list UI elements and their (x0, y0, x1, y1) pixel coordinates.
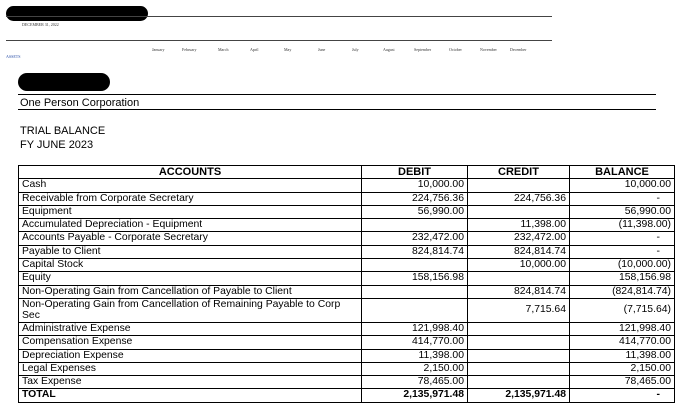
table-row (19, 272, 675, 285)
report-title: TRIAL BALANCE (20, 125, 106, 137)
debit-cell: 158,156.98 (362, 272, 468, 285)
account-cell: Legal Expenses (19, 362, 362, 375)
debit-cell: 11,398.00 (362, 349, 468, 362)
month-label: February (182, 47, 197, 52)
account-cell: Receivable from Corporate Secretary (19, 192, 362, 205)
header-accounts: ACCOUNTS (19, 166, 362, 179)
balance-cell: - (570, 232, 675, 245)
table-row (19, 349, 675, 362)
credit-cell (468, 376, 570, 389)
credit-cell: 824,814.74 (468, 285, 570, 298)
total-debit: 2,135,971.48 (362, 389, 468, 402)
account-cell: Capital Stock (19, 259, 362, 272)
balance-cell: 78,465.00 (570, 376, 675, 389)
table-row (19, 336, 675, 349)
credit-cell: 11,398.00 (468, 219, 570, 232)
account-cell: Compensation Expense (19, 336, 362, 349)
debit-cell (362, 219, 468, 232)
credit-cell (468, 349, 570, 362)
credit-cell: 232,472.00 (468, 232, 570, 245)
account-cell: Cash (19, 179, 362, 192)
account-cell: Accumulated Depreciation - Equipment (19, 219, 362, 232)
balance-cell: (824,814.74) (570, 285, 675, 298)
balance-cell: (7,715.64) (570, 298, 675, 322)
account-cell: Accounts Payable - Corporate Secretary (19, 232, 362, 245)
table-row (19, 192, 675, 205)
debit-cell: 10,000.00 (362, 179, 468, 192)
table-row (19, 376, 675, 389)
header-balance: BALANCE (570, 166, 675, 179)
company-rule-bottom (18, 109, 656, 110)
redacted-header-name (6, 6, 148, 21)
balance-cell: (11,398.00) (570, 219, 675, 232)
debit-cell: 414,770.00 (362, 336, 468, 349)
report-date-line: DECEMBER 31, 2022 (22, 22, 59, 27)
month-label: March (218, 47, 229, 52)
account-cell: Equity (19, 272, 362, 285)
balance-cell: 414,770.00 (570, 336, 675, 349)
debit-cell: 56,990.00 (362, 205, 468, 218)
credit-cell (468, 205, 570, 218)
table-row (19, 219, 675, 232)
total-row (19, 389, 675, 402)
account-cell: Administrative Expense (19, 322, 362, 335)
debit-cell: 78,465.00 (362, 376, 468, 389)
account-cell: Depreciation Expense (19, 349, 362, 362)
table-row (19, 245, 675, 258)
month-label: January (152, 47, 165, 52)
redacted-company-logo (18, 73, 110, 91)
debit-cell (362, 285, 468, 298)
balance-cell: - (570, 192, 675, 205)
debit-cell: 824,814.74 (362, 245, 468, 258)
trial-balance-table (18, 165, 675, 403)
balance-cell: 11,398.00 (570, 349, 675, 362)
debit-cell: 2,150.00 (362, 362, 468, 375)
credit-cell (468, 362, 570, 375)
month-label: June (318, 47, 326, 52)
month-label: May (284, 47, 292, 52)
balance-cell: 56,990.00 (570, 205, 675, 218)
table-row (19, 205, 675, 218)
header-rule-top (6, 16, 552, 17)
account-cell: Tax Expense (19, 376, 362, 389)
table-row (19, 322, 675, 335)
balance-cell: 158,156.98 (570, 272, 675, 285)
credit-cell: 10,000.00 (468, 259, 570, 272)
month-label: September (414, 47, 432, 52)
header-credit: CREDIT (468, 166, 570, 179)
table-row (19, 232, 675, 245)
balance-cell: 10,000.00 (570, 179, 675, 192)
header-debit: DEBIT (362, 166, 468, 179)
credit-cell (468, 322, 570, 335)
balance-cell: 121,998.40 (570, 322, 675, 335)
credit-cell (468, 179, 570, 192)
total-label: TOTAL (19, 389, 362, 402)
total-credit: 2,135,971.48 (468, 389, 570, 402)
debit-cell (362, 298, 468, 322)
debit-cell (362, 259, 468, 272)
month-label: July (352, 47, 359, 52)
month-label: August (383, 47, 395, 52)
balance-cell: - (570, 245, 675, 258)
credit-cell: 7,715.64 (468, 298, 570, 322)
month-label: October (449, 47, 462, 52)
table-row (19, 298, 675, 322)
account-cell: Non-Operating Gain from Cancellation of Remaining Payable to Corp Sec (19, 298, 362, 322)
report-period: FY JUNE 2023 (20, 139, 94, 151)
debit-cell: 224,756.36 (362, 192, 468, 205)
credit-cell (468, 336, 570, 349)
table-row (19, 362, 675, 375)
debit-cell: 121,998.40 (362, 322, 468, 335)
table-row (19, 285, 675, 298)
table-header-row (19, 166, 675, 179)
company-rule-top (18, 94, 656, 95)
company-name: One Person Corporation (20, 97, 140, 109)
account-cell: Payable to Client (19, 245, 362, 258)
account-cell: Non-Operating Gain from Cancellation of Payable to Client (19, 285, 362, 298)
table-body (19, 179, 675, 402)
account-cell: Equipment (19, 205, 362, 218)
month-label: November (480, 47, 497, 52)
balance-cell: (10,000.00) (570, 259, 675, 272)
table-row (19, 179, 675, 192)
balance-cell: 2,150.00 (570, 362, 675, 375)
assets-label: ASSETS (6, 54, 21, 59)
month-label: December (510, 47, 527, 52)
credit-cell: 224,756.36 (468, 192, 570, 205)
month-label: April (250, 47, 259, 52)
table-row (19, 259, 675, 272)
credit-cell (468, 272, 570, 285)
header-rule-bottom (6, 40, 552, 41)
debit-cell: 232,472.00 (362, 232, 468, 245)
total-balance: - (570, 389, 675, 402)
credit-cell: 824,814.74 (468, 245, 570, 258)
month-header-row (152, 47, 557, 55)
